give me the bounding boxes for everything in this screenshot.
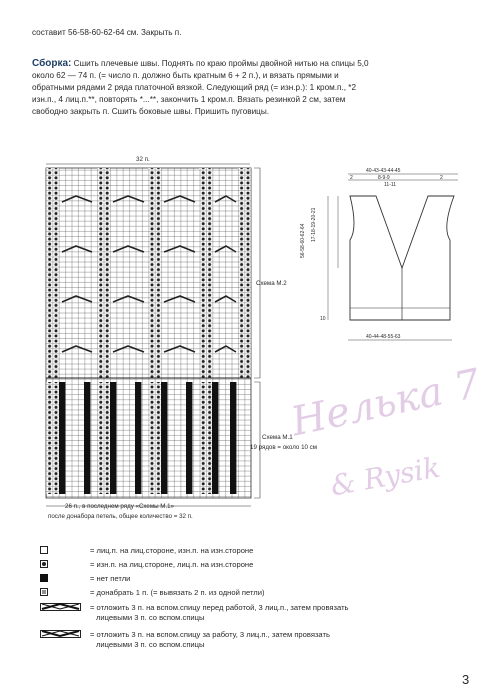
scheme-m2-label: Схема М.2 xyxy=(256,280,287,287)
knitting-chart xyxy=(40,160,270,515)
filled-square-icon xyxy=(40,574,80,584)
assembly-line-5: свободно закрыть п. Сшить боковые швы. Пришить пуговицы. xyxy=(32,107,270,116)
assembly-paragraph xyxy=(32,58,472,118)
scheme-m1-rows: 19 рядов = около 10 см xyxy=(250,444,318,451)
watermark-line-1: Нелька 7 xyxy=(287,360,485,446)
chart-bottom-note-2: после донабора петель, общее количество = 32 п. xyxy=(48,513,193,520)
watermark-line-2: & Rysik xyxy=(327,450,443,503)
purl-empty-square-icon xyxy=(40,546,80,556)
assembly-heading: Сборка: xyxy=(32,58,72,69)
assembly-line-1: Сшить плечевые швы. Поднять по краю проймы двойной нитью на спицы 5,0 xyxy=(73,59,369,68)
intro-line: составит 56-58-60-62-64 см. Закрыть п. xyxy=(32,28,182,37)
cable-back-icon xyxy=(40,630,82,640)
chart-bottom-note-1: 26 п., в последнем ряду «Схемы М.1» xyxy=(65,503,175,510)
cable-front-icon xyxy=(40,603,82,613)
chart-top-label: 32 п. xyxy=(136,156,150,163)
assembly-line-3: обратными рядами 2 ряда платочной вязкой. Следующий ряд (= изн.р.): 1 кром.п., *2 xyxy=(32,83,357,92)
schematic-height: 56-58-60-62-64 xyxy=(300,223,306,258)
dot-square-icon xyxy=(40,560,80,570)
schematic-neck-depth: 17-18-19-20-21 xyxy=(311,207,317,242)
schematic-bottom-width: 40-44-48-55-63 xyxy=(366,334,401,340)
assembly-line-2: около 62 — 74 п. (= число п. должно быть кратным 6 + 2 п.), и вязать прямыми и xyxy=(32,71,339,80)
schematic-rib: 10 xyxy=(320,316,326,322)
increase-square-icon xyxy=(40,588,80,598)
scheme-m1-title: Схема М.1 xyxy=(262,434,293,441)
schematic-shoulder-mid: 8-9-9 xyxy=(378,175,390,181)
schematic-top-width: 40-43-43-44-45 xyxy=(366,168,401,174)
schematic-shoulder-right: 2 xyxy=(440,175,443,181)
schematic-shoulder-sub: 11-11 xyxy=(384,182,397,188)
schematic-shoulder-left: 2 xyxy=(350,175,353,181)
assembly-line-4: изн.п., 4 лиц.п.**, повторять *...**, закончить 1 кром.п. Вязать резинкой 2 см, затем xyxy=(32,95,346,104)
page-number: 3 xyxy=(462,672,470,687)
vest-schematic xyxy=(318,168,468,350)
